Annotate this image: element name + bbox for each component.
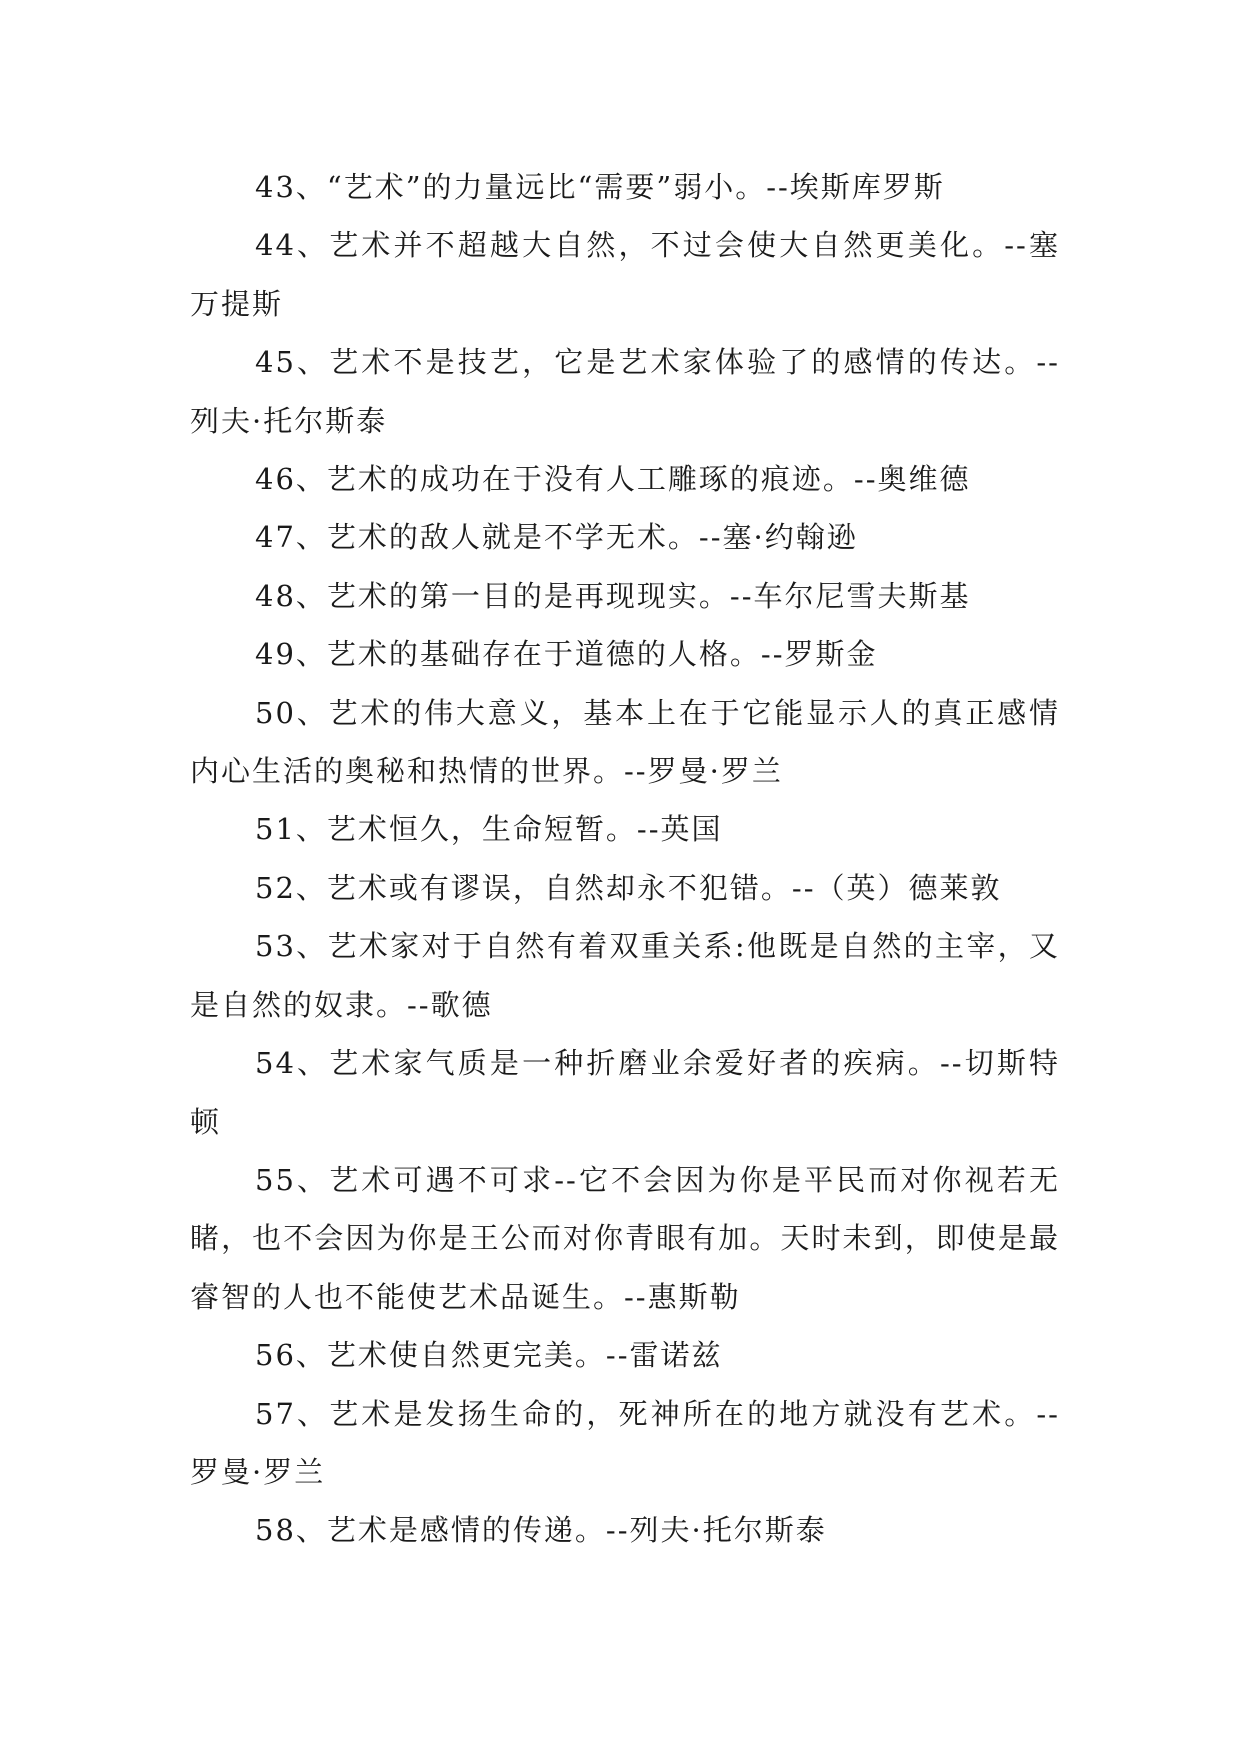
quote-item: 51、艺术恒久，生命短暂。--英国 [255, 812, 723, 847]
quote-item: 58、艺术是感情的传递。--列夫·托尔斯泰 [255, 1513, 827, 1548]
quote-item: 49、艺术的基础存在于道德的人格。--罗斯金 [255, 637, 878, 672]
quote-item: 50、艺术的伟大意义，基本上在于它能显示人的真正感情内心生活的奥秘和热情的世界。--罗曼·罗兰 [190, 695, 1060, 789]
quote-item: 55、艺术可遇不可求--它不会因为你是平民而对你视若无睹，也不会因为你是王公而对你青眼有加。天时未到，即使是最睿智的人也不能使艺术品诞生。--惠斯勒 [190, 1162, 1060, 1314]
quote-item: 46、艺术的成功在于没有人工雕琢的痕迹。--奥维德 [255, 462, 971, 497]
quote-list [190, 158, 1060, 1560]
quote-item: 52、艺术或有谬误，自然却永不犯错。--（英）德莱敦 [255, 870, 1002, 905]
quote-item: 57、艺术是发扬生命的，死神所在的地方就没有艺术。--罗曼·罗兰 [190, 1396, 1060, 1489]
quote-item: 48、艺术的第一目的是再现现实。--车尔尼雪夫斯基 [255, 578, 971, 613]
quote-item: 54、艺术家气质是一种折磨业余爱好者的疾病。--切斯特顿 [190, 1046, 1060, 1139]
quote-item: 53、艺术家对于自然有着双重关系:他既是自然的主宰，又是自然的奴隶。--歌德 [190, 929, 1060, 1022]
quote-item: 43、“艺术”的力量远比“需要”弱小。--埃斯库罗斯 [255, 170, 945, 204]
quote-item: 44、艺术并不超越大自然，不过会使大自然更美化。--塞万提斯 [190, 228, 1060, 321]
quote-item: 47、艺术的敌人就是不学无术。--塞·约翰逊 [255, 520, 858, 555]
quote-item: 45、艺术不是技艺，它是艺术家体验了的感情的传达。--列夫·托尔斯泰 [190, 345, 1060, 438]
quote-item: 56、艺术使自然更完美。--雷诺兹 [255, 1338, 723, 1373]
